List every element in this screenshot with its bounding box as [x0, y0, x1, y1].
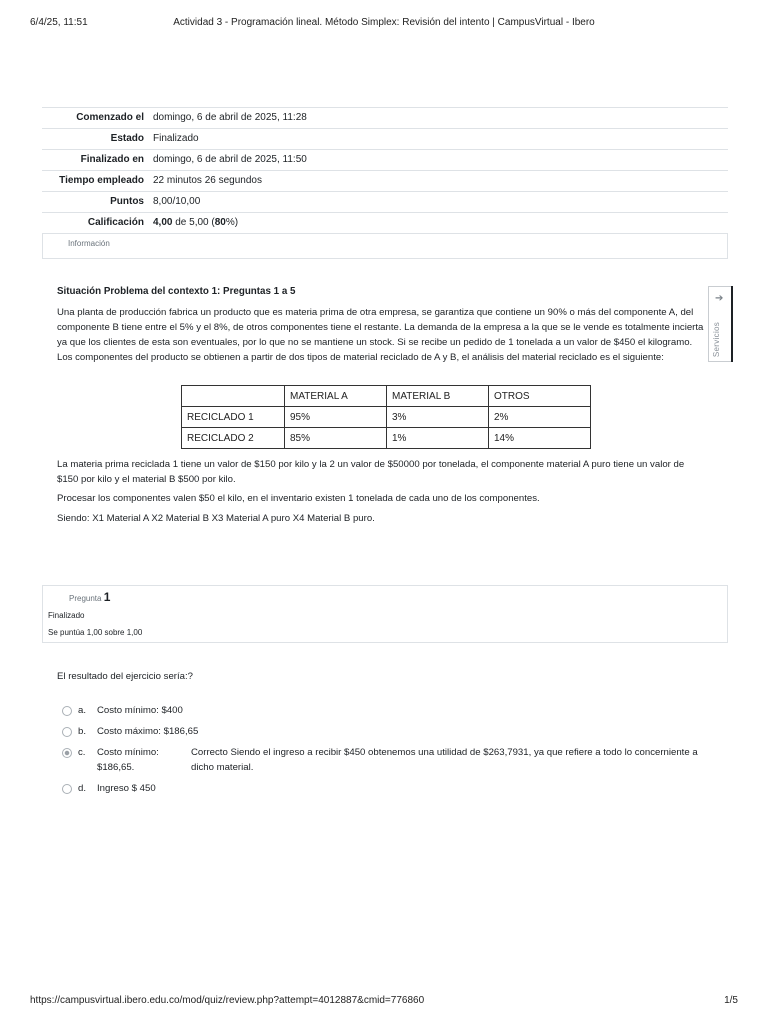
table-header-row — [182, 386, 591, 407]
print-date: 6/4/25, 11:51 — [30, 17, 88, 28]
answer-option-b[interactable] — [62, 724, 711, 739]
table-row — [182, 407, 591, 428]
summary-label: Estado — [110, 133, 144, 144]
table-cell: 85% — [285, 428, 387, 449]
question-text: El resultado del ejercicio sería:? — [57, 671, 193, 682]
answer-text: Ingreso $ 450 — [97, 783, 156, 794]
answer-option-c[interactable] — [62, 745, 711, 775]
summary-value: domingo, 6 de abril de 2025, 11:28 — [153, 112, 307, 123]
table-cell: RECICLADO 1 — [182, 407, 285, 428]
summary-label: Puntos — [110, 196, 144, 207]
radio-button[interactable] — [62, 706, 72, 716]
answer-letter: d. — [78, 783, 87, 794]
table-cell: RECICLADO 2 — [182, 428, 285, 449]
context-title: Situación Problema del contexto 1: Preguntas 1 a 5 — [57, 286, 296, 297]
summary-value: Finalizado — [153, 133, 199, 144]
table-row — [182, 428, 591, 449]
summary-label: Comenzado el — [76, 112, 144, 123]
table-cell: MATERIAL A — [285, 386, 387, 407]
summary-label: Calificación — [87, 217, 144, 228]
table-cell: 3% — [387, 407, 489, 428]
attempt-summary-table — [42, 107, 728, 234]
summary-row — [42, 191, 728, 212]
answer-letter: b. — [78, 726, 87, 737]
question-number-value: 1 — [103, 590, 111, 604]
question-number — [69, 590, 110, 604]
table-cell — [182, 386, 285, 407]
radio-button[interactable] — [62, 727, 72, 737]
summary-value: domingo, 6 de abril de 2025, 11:50 — [153, 154, 307, 165]
summary-row — [42, 170, 728, 191]
answer-letter: c. — [78, 747, 86, 758]
print-page-number: 1/5 — [724, 995, 738, 1006]
answer-text: Costo mínimo: $186,65. — [97, 747, 159, 773]
context-paragraph: La materia prima reciclada 1 tiene un valor de $150 por kilo y la 2 un valor de $50000 por tonelada, el componente material A puro tiene un valor de $150 por kilo y el material B $500 por kilo. — [57, 459, 685, 485]
grade-percent: 80 — [214, 217, 226, 228]
summary-row — [42, 149, 728, 170]
answer-option-a[interactable] — [62, 703, 711, 718]
answer-options — [62, 703, 711, 802]
question-status: Finalizado — [48, 611, 85, 620]
context-paragraph: Una planta de producción fabrica un producto que es materia prima de otra empresa, se garantiza que contiene un 90% o más del componente A, del componente B tiene entre el 5% y el 8%, de otros componentes tiene el restante. La demanda de la empresa a la que se le vende es totalmente incierta ya que los clientes de esta son eventuales, por lo que no se mantiene un stock. Si se recibe un pedido de 1 tonelada a un valor de $450 el kilogramo. Los componentes del producto se obtienen a partir de dos tipos de material reciclado de A y B, el análisis del material reciclado es el siguiente: — [57, 307, 704, 363]
answer-text: Costo máximo: $186,65 — [97, 726, 199, 737]
table-cell: 14% — [489, 428, 591, 449]
table-cell: 1% — [387, 428, 489, 449]
table-cell: 95% — [285, 407, 387, 428]
print-url: https://campusvirtual.ibero.edu.co/mod/quiz/review.php?attempt=4012887&cmid=776860 — [30, 995, 425, 1006]
radio-button-selected[interactable] — [62, 748, 72, 758]
answer-option-d[interactable] — [62, 781, 711, 796]
summary-label: Finalizado en — [80, 154, 144, 165]
print-title: Actividad 3 - Programación lineal. Método Simplex: Revisión del intento | CampusVirtual - Ibero — [173, 17, 595, 28]
question-points: Se puntúa 1,00 sobre 1,00 — [48, 628, 143, 637]
table-cell: OTROS — [489, 386, 591, 407]
grade-mid: de 5,00 ( — [172, 217, 215, 228]
services-drawer-tab[interactable] — [708, 286, 731, 362]
services-label: Servicios — [712, 321, 722, 358]
summary-value: 8,00/10,00 — [153, 196, 201, 207]
summary-row — [42, 107, 728, 128]
grade-value: 4,00 — [153, 217, 173, 228]
table-cell: MATERIAL B — [387, 386, 489, 407]
information-label: Información — [68, 239, 110, 248]
drawer-edge — [731, 286, 733, 362]
grade-end: %) — [225, 217, 239, 228]
table-cell: 2% — [489, 407, 591, 428]
summary-value — [144, 213, 238, 233]
information-box — [42, 233, 728, 259]
answer-letter: a. — [78, 705, 87, 716]
summary-value: 22 minutos 26 segundos — [153, 175, 262, 186]
arrow-right-icon: ➔ — [715, 293, 724, 304]
context-paragraph: Procesar los componentes valen $50 el kilo, en el inventario existen 1 tonelada de cada uno de los componentes. — [57, 493, 540, 504]
material-analysis-table — [181, 385, 591, 449]
radio-button[interactable] — [62, 784, 72, 794]
summary-row — [42, 212, 728, 234]
answer-text: Costo mínimo: $400 — [97, 705, 183, 716]
context-paragraph: Siendo: X1 Material A X2 Material B X3 Material A puro X4 Material B puro. — [57, 513, 375, 524]
summary-label: Tiempo empleado — [59, 175, 144, 186]
summary-row — [42, 128, 728, 149]
question-info-box — [42, 585, 728, 643]
answer-feedback: Correcto Siendo el ingreso a recibir $450 obtenemos una utilidad de $263,7931, ya que refiere a todo lo concerniente a dicho material. — [191, 747, 698, 773]
question-label: Pregunta — [69, 594, 102, 603]
